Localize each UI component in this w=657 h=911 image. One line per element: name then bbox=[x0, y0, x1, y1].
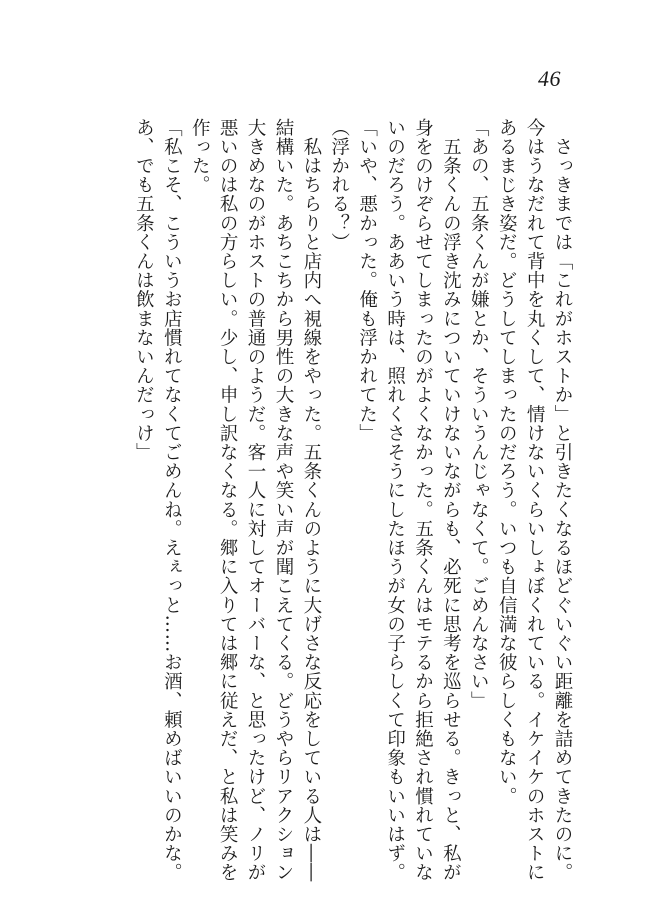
text-line: 「あの、五条くんが嫌とか、そういうんじゃなくて。ごめんなさい」 bbox=[468, 118, 490, 711]
text-line: いのだろう。ああいう時は、照れくさそうにしたほうが女の子らしくて印象もいいはず。 bbox=[384, 118, 406, 882]
text-line: 今はうなだれて背中を丸くして、情けないくらいしょぼくれている。イケイケのホストに bbox=[524, 118, 546, 882]
text-line: 悪いのは私の方らしい。少し、申し訳なくなる。郷に入りては郷に従えだ、と私は笑みを bbox=[217, 118, 239, 882]
text-line: さっきまでは「これがホストか」と引きたくなるほどぐいぐい距離を詰めてきたのに。 bbox=[552, 118, 573, 882]
page-number: 46 bbox=[538, 66, 561, 91]
text-line: あるまじき姿だ。どうしてしまったのだろう。いつも自信満な彼らしくもない。 bbox=[496, 118, 518, 806]
text-line: 身をのけぞらせてしまったのがよくなかった。五条くんはモテるから拒絶され慣れていな bbox=[412, 118, 434, 882]
text-line: 結構いた。あちこちから男性の大きな声や笑い声が聞こえてくる。どうやらリアクション bbox=[272, 118, 294, 882]
text-line: 私はちらりと店内へ視線をやった。五条くんのように大げさな反応をしている人は―― bbox=[300, 118, 322, 882]
text-line: 「私こそ、こういうお店慣れてなくてごめんね。えぇっと……お酒、頼めばいいのかな。 bbox=[161, 118, 183, 882]
text-line: 五条くんの浮き沈みについていけないながらも、必死に思考を巡らせる。きっと、私が bbox=[440, 118, 462, 882]
text-line: 作った。 bbox=[189, 118, 211, 195]
text-line: あ、でも五条くんは飲まないんだっけ」 bbox=[133, 118, 155, 462]
text-line: 「いや、悪かった。俺も浮かれてた」 bbox=[356, 118, 378, 443]
text-line: 大きめなのがホストの普通のようだ。客一人に対してオーバーな、と思ったけど、ノリが bbox=[245, 118, 267, 882]
text-line: （浮かれる？） bbox=[328, 118, 350, 252]
body-text bbox=[130, 118, 577, 882]
